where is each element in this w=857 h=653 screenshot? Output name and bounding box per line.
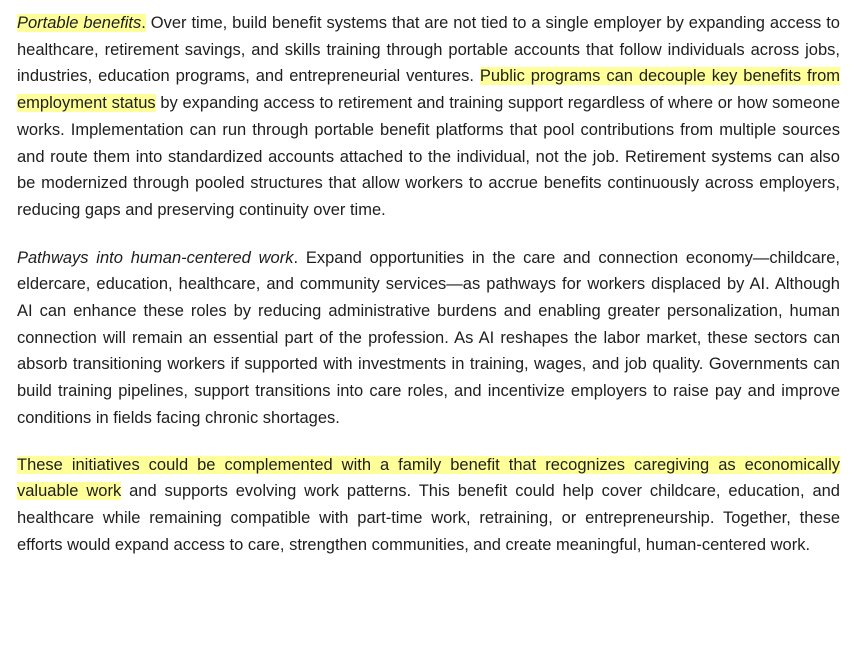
paragraph-lead-punct: . [293, 248, 299, 267]
paragraph-pathways [17, 245, 840, 432]
document-page [17, 10, 840, 558]
paragraph-text: and supports evolving work patterns. This benefit could help cover childcare, education, and healthcare while remaining compatible with part-time work, retraining, or entrepreneurship. Together, these efforts would expand access to care, strengthen communities, and create meaningful, human-centered work. [17, 482, 840, 554]
paragraph-text: Over time, build benefit systems that are not tied to a single employer by expanding access to healthcare, retirement savings, and skills training through portable accounts that follow individuals across jobs, industries, education programs, and entrepreneurial ventures. [17, 14, 840, 86]
paragraph-text: Expand opportunities in the care and connection economy—childcare, eldercare, education, healthcare, and community services—as pathways for workers displaced by AI. Although AI can enhance these roles by reducing administrative burdens and enabling greater personalization, human connection will remain an essential part of the profession. As AI reshapes the labor market, these sectors can absorb transitioning workers if supported with investments in training, wages, and job quality. Governments can build training pipelines, support transitions into care roles, and incentivize employers to raise pay and improve conditions in fields facing chronic shortages. [17, 248, 840, 427]
paragraph-family-benefit [17, 452, 840, 559]
paragraph-portable-benefits [17, 10, 840, 224]
paragraph-text: by expanding access to retirement and training support regardless of where or how someone works. Implementation can run through portable benefit platforms that pool contributions from multiple sources and route them into standardized accounts attached to the individual, not the job. Retirement systems can also be modernized through pooled structures that allow workers to accrue benefits continuously across employers, reducing gaps and preserving continuity over time. [17, 94, 840, 219]
paragraph-lead-highlight: Portable benefits. [17, 14, 146, 32]
highlighted-text: These initiatives could be complemented with a family benefit that recognizes caregiving as economically valuable work [17, 455, 840, 501]
paragraph-lead: Pathways into human-centered work [17, 248, 294, 267]
highlighted-text: Public programs can decouple key benefits from employment status [17, 67, 840, 113]
